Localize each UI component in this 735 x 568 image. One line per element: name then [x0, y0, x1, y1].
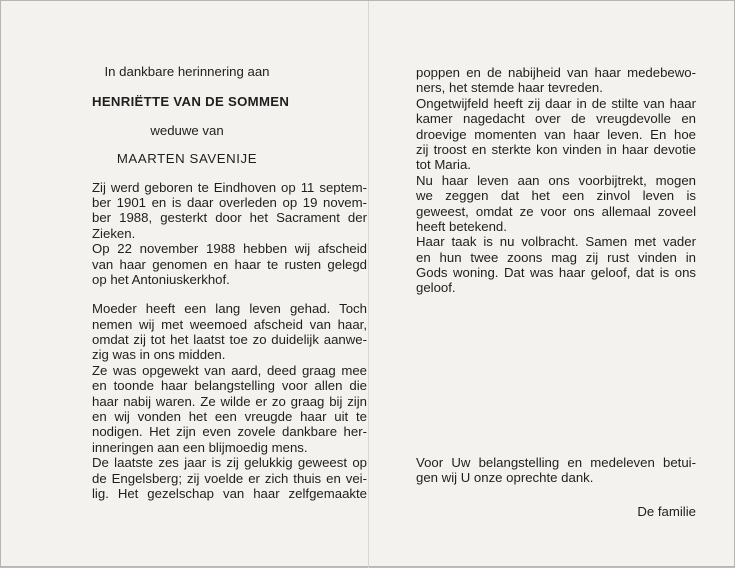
remembrance-paragraph [92, 301, 367, 501]
text-line: ber 1988, gesterkt door het Sacrament der [92, 210, 367, 226]
text-line: De laatste zes jaar is zij gelukkig geweest op [92, 455, 367, 471]
text-line: geloof. [416, 280, 456, 296]
text-line: heeft betekend. [416, 218, 507, 234]
right-panel [416, 65, 696, 519]
text-line: poppen en de nabijheid van haar medebewo- [416, 65, 696, 80]
widow-of-text: weduwe van [150, 122, 224, 138]
text-line: tot Maria. [416, 157, 471, 173]
text-line: kamer nagedacht over de vreugdevolle en [416, 111, 696, 127]
biography-paragraph [92, 180, 367, 288]
text-line: haar nabij waren. Ze wilde er zo graag bij zijn [92, 393, 367, 409]
text-line: nodigen. Het zijn even zovele dankbare her- [92, 424, 367, 440]
text-line: Gods woning. Dat was haar geloof, dat is ons [416, 265, 696, 281]
text-line: Zij werd geboren te Eindhoven op 11 septem- [92, 179, 367, 195]
text-line: geweest, omdat ze voor ons allemaal zoveel [416, 203, 696, 219]
text-line: en toonde haar belangstelling voor allen die [92, 378, 367, 394]
text-line: we zeggen dat het een zinvol leven is [416, 188, 696, 204]
text-line: Ongetwijfeld heeft zij daar in de stilte van haar [416, 95, 696, 111]
text-line: inneringen aan een blijmoedig mens. [92, 439, 308, 455]
text-line: Voor Uw belangstelling en medeleven betui- [416, 454, 696, 470]
signature: De familie [637, 503, 696, 519]
text-line: en hun twee zoons mag zij rust vinden in [416, 249, 696, 265]
card-fold-line [368, 1, 369, 568]
text-line: lig. Het gezelschap van haar zelfgemaakte [92, 485, 367, 501]
text-line: en wij vonden het een vreugde haar uit te [92, 409, 367, 425]
intro-text: In dankbare herinnering aan [104, 64, 270, 79]
text-line: gen wij U onze oprechte dank. [416, 470, 594, 486]
text-line: ners, het stemde haar tevreden. [416, 80, 603, 96]
text-line: omdat zij tot het laatst toe zo duidelijk aanwe- [92, 332, 367, 348]
text-line: zig was in ons midden. [92, 347, 226, 363]
husband-name: MAARTEN SAVENIJE [116, 151, 258, 167]
text-line: droevige momenten van haar leven. En hoe [416, 126, 696, 142]
text-line: Nu haar leven aan ons voorbijtrekt, mogen [416, 172, 696, 188]
text-line: Op 22 november 1988 hebben wij afscheid [92, 241, 367, 257]
deceased-name: HENRIËTTE VAN DE SOMMEN [92, 94, 290, 110]
text-line: van haar genomen en haar te rusten gelegd [92, 256, 367, 272]
continuation-paragraph [416, 65, 696, 296]
text-line: op het Antoniuskerkhof. [92, 271, 230, 287]
text-line: zij troost en sterkte kon vinden in haar devotie [416, 141, 696, 157]
text-line: ber 1901 en is daar overleden op 19 novem- [92, 194, 367, 210]
text-line: Ze was opgewekt van aard, deed graag mee [92, 362, 367, 378]
left-panel [92, 64, 367, 501]
thanks-paragraph [416, 455, 696, 486]
text-line: nemen wij met weemoed afscheid van haar, [92, 316, 367, 332]
text-line: de Engelsberg; zij voelde er zich thuis en vei- [92, 470, 367, 486]
text-line: Moeder heeft een lang leven gehad. Toch [92, 301, 367, 317]
text-line: Zieken. [92, 225, 136, 241]
text-line: Haar taak is nu volbracht. Samen met vader [416, 234, 696, 250]
